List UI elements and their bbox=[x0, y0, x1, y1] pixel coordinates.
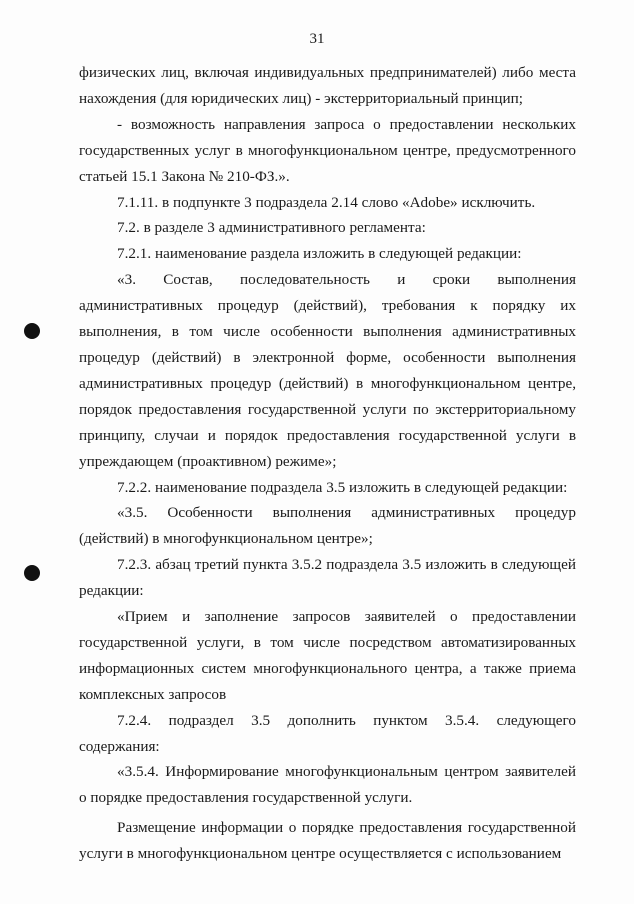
punch-hole-top bbox=[24, 323, 40, 339]
paragraph-1: физических лиц, включая индивидуальных предпринимателей) либо места нахождения (для юридических лиц) - экстерриториальный принцип; bbox=[79, 64, 576, 107]
paragraph-12: «3.5.4. Информирование многофункциональным центром заявителей о порядке предоставления государственной услуги. bbox=[79, 763, 576, 807]
paragraph-5: 7.2.1. наименование раздела изложить в следующей редакции: bbox=[117, 245, 522, 263]
document-body bbox=[79, 60, 576, 867]
paragraph-3: 7.1.11. в подпункте 3 подраздела 2.14 слово «Adobe» исключить. bbox=[117, 193, 536, 211]
paragraph-8: «3.5. Особенности выполнения административных процедур (действий) в многофункциональном центре»; bbox=[79, 504, 576, 548]
paragraph-10: «Прием и заполнение запросов заявителей о предоставлении государственной услуги, в том числе посредством автоматизированных информационных систем многофункционального центра, а также приема комплексных запросов bbox=[79, 608, 576, 703]
paragraph-2: - возможность направления запроса о предоставлении нескольких государственных услуг в многофункциональном центре, предусмотренного статьей 15.1 Закона № 210-ФЗ.». bbox=[79, 115, 576, 185]
paragraph-7: 7.2.2. наименование подраздела 3.5 изложить в следующей редакции: bbox=[117, 478, 568, 496]
paragraph-9: 7.2.3. абзац третий пункта 3.5.2 подраздела 3.5 изложить в следующей редакции: bbox=[79, 556, 576, 600]
punch-hole-bottom bbox=[24, 565, 40, 581]
paragraph-4: 7.2. в разделе 3 административного регламента: bbox=[117, 219, 426, 237]
page-number: 31 bbox=[309, 31, 325, 47]
paragraph-6: «3. Состав, последовательность и сроки выполнения административных процедур (действий), требования к порядку их выполнения, в том числе особенности выполнения административных процедур (действий) в электронной форме, особенности выполнения административных процедур (действий) в многофункциональном центре, порядок предоставления государственной услуги по экстерриториальному принципу, случаи и порядок предоставления государственной услуги в упреждающем (проактивном) режиме»; bbox=[79, 271, 576, 470]
paragraph-13: Размещение информации о порядке предоставления государственной услуги в многофункциональном центре осуществляется с использованием bbox=[79, 819, 576, 863]
paragraph-11: 7.2.4. подраздел 3.5 дополнить пунктом 3.5.4. следующего содержания: bbox=[79, 711, 576, 755]
